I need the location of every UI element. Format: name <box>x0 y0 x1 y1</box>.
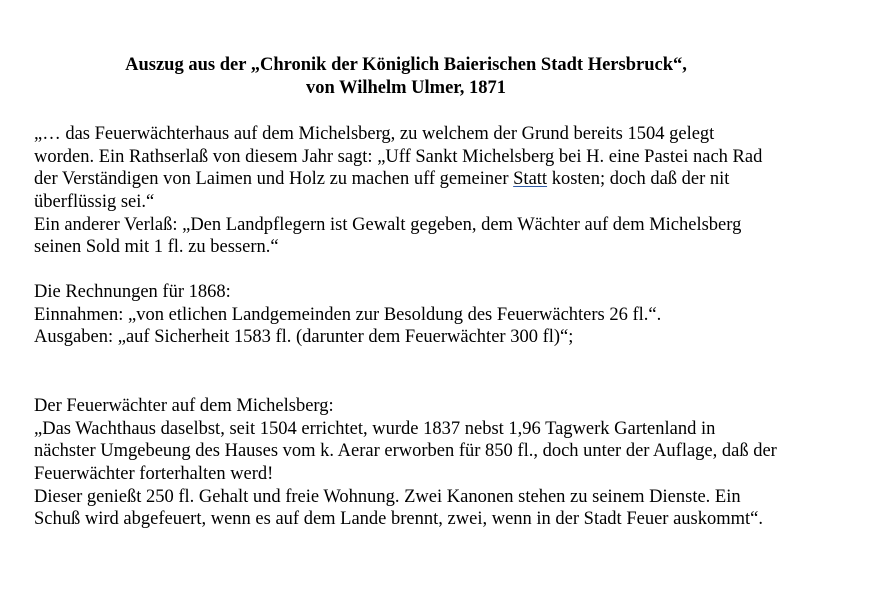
text-line: nächster Umgebeung des Hauses vom k. Aerar erworben für 850 fl., doch unter der Auflage, daß der <box>34 441 777 462</box>
text-line: „… das Feuerwächterhaus auf dem Michelsberg, zu welchem der Grund bereits 1504 gelegt <box>34 124 715 144</box>
text-line: Dieser genießt 250 fl. Gehalt und freie Wohnung. Zwei Kanonen stehen zu seinem Dienste. Ein <box>34 486 741 507</box>
text-line: „Das Wachthaus daselbst, seit 1504 errichtet, wurde 1837 nebst 1,96 Tagwerk Gartenland in <box>34 418 716 439</box>
paragraph-rechnungen <box>34 281 854 349</box>
text-line: Die Rechnungen für 1868: <box>34 282 231 302</box>
text-line: Ein anderer Verlaß: „Den Landpflegern ist Gewalt gegeben, dem Wächter auf dem Michelsberg <box>34 214 742 235</box>
document-title-line-1: Auszug aus der „Chronik der Königlich Baierischen Stadt Hersbruck“, <box>125 55 687 75</box>
paragraph-feuerwaechter <box>34 395 854 531</box>
document-title-line-2: von Wilhelm Ulmer, 1871 <box>305 78 507 98</box>
text-line: Der Feuerwächter auf dem Michelsberg: <box>34 396 334 416</box>
underlined-word: Statt <box>513 169 548 190</box>
text-line: Einnahmen: „von etlichen Landgemeinden zur Besoldung des Feuerwächters 26 fl.“. <box>34 304 662 325</box>
text-segment: der Verständigen von Laimen und Holz zu machen uff gemeiner <box>34 169 514 190</box>
text-line: Feuerwächter forterhalten werd! <box>34 464 274 485</box>
paragraph-feuerwaechterhaus <box>34 123 854 259</box>
text-line: Schuß wird abgefeuert, wenn es auf dem Lande brennt, zwei, wenn in der Stadt Feuer auskommt“. <box>34 509 763 530</box>
text-segment: kosten; doch daß der nit <box>547 169 730 190</box>
text-line <box>34 168 854 191</box>
text-line: seinen Sold mit 1 fl. zu bessern.“ <box>34 237 279 258</box>
text-line: überflüssig sei.“ <box>34 192 155 213</box>
text-line: worden. Ein Rathserlaß von diesem Jahr sagt: „Uff Sankt Michelsberg bei H. eine Pastei nach Rad <box>34 146 763 167</box>
text-line: Ausgaben: „auf Sicherheit 1583 fl. (darunter dem Feuerwächter 300 fl)“; <box>34 327 574 348</box>
